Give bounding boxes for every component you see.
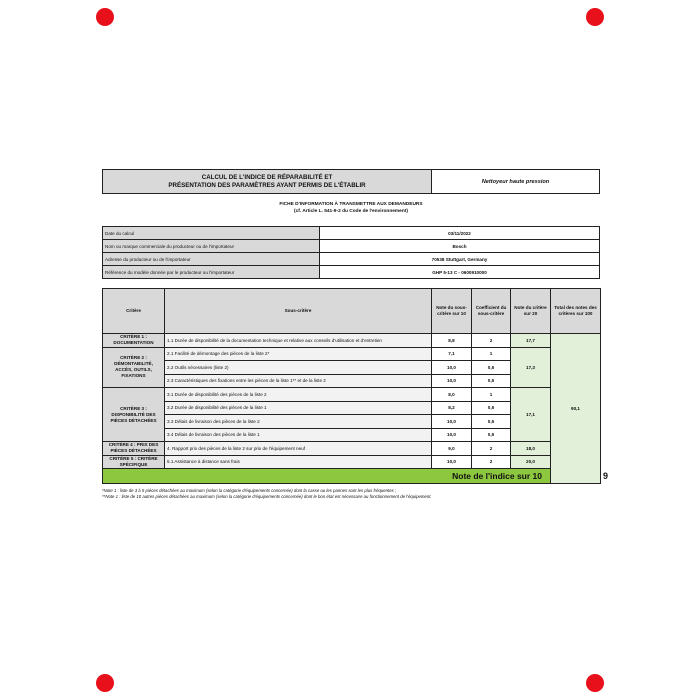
info-label: Nom ou marque commerciale du producteur ou de l'importateur — [103, 240, 320, 253]
footnotes — [102, 488, 600, 500]
info-label: Référence du modèle donnée par le producteur ou l'importateur — [103, 266, 320, 279]
fiche-heading — [102, 202, 600, 215]
total-score: 90,1 — [551, 334, 601, 484]
info-table — [102, 226, 600, 279]
criterion-note: 20,0 — [511, 455, 551, 469]
table-header-row — [103, 289, 601, 334]
col-note10: Note du sous-critère sur 10 — [432, 289, 472, 334]
info-value: GHP 5-13 C - 0600910000 — [320, 266, 600, 279]
info-value: 03/11/2022 — [320, 227, 600, 240]
subcriterion-label: 2.3 Caractéristiques des fixations entre les pièces de la liste 1** et de la liste 2 — [165, 374, 432, 388]
subcriterion-note: 10,0 — [432, 374, 472, 388]
subcriterion-coef: 0,5 — [472, 401, 511, 415]
table-row — [103, 455, 601, 469]
subcriterion-label: 2.1 Facilité de démontage des pièces de la liste 2* — [165, 347, 432, 361]
corner-marker — [586, 674, 604, 692]
info-label: Adresse du producteur ou de l'importateur — [103, 253, 320, 266]
col-subcriteria: Sous-critère — [165, 289, 432, 334]
repairability-sheet — [102, 169, 609, 500]
info-row — [103, 227, 600, 240]
subcriterion-note: 7,1 — [432, 347, 472, 361]
subcriterion-label: 3.3 Délais de livraison des pièces de la liste 2 — [165, 415, 432, 429]
subcriterion-coef: 0,5 — [472, 428, 511, 442]
criterion-name: CRITÈRE 1 : DOCUMENTATION — [103, 334, 165, 348]
final-score-row: Note de l'indice sur 10 9 — [103, 469, 601, 484]
info-label: Date du calcul — [103, 227, 320, 240]
subcriterion-label: 3.1 Durée de disponibilité des pièces de la liste 2 — [165, 388, 432, 402]
subcriterion-coef: 2 — [472, 442, 511, 456]
subcriterion-label: 3.2 Durée de disponibilité des pièces de la liste 1 — [165, 401, 432, 415]
title-line-2: PRÉSENTATION DES PARAMÈTRES AYANT PERMIS DE L'ÉTABLIR — [168, 181, 366, 189]
product-type: Nettoyeur haute pression — [481, 178, 550, 185]
criterion-note: 18,0 — [511, 442, 551, 456]
subcriterion-note: 8,8 — [432, 334, 472, 348]
sheet-title — [103, 170, 432, 193]
col-total: Total des notes des critères sur 100 — [551, 289, 601, 334]
subcriterion-note: 8,2 — [432, 401, 472, 415]
col-note20: Note du critère sur 20 — [511, 289, 551, 334]
fiche-line-1: FICHE D'INFORMATION À TRANSMETTRE AUX DEMANDEURS — [279, 202, 423, 207]
table-row — [103, 442, 601, 456]
title-line-1: CALCUL DE L'INDICE DE RÉPARABILITÉ ET — [201, 173, 333, 181]
subcriterion-label: 5.1 Assistance à distance sans frais — [165, 455, 432, 469]
final-score-label: Note de l'indice sur 10 — [103, 469, 551, 484]
corner-marker — [96, 8, 114, 26]
fiche-line-2: (cf. Article L. 541-9-2 du Code de l'environnement) — [294, 208, 408, 214]
criterion-name: CRITÈRE 5 : CRITÈRE SPÉCIFIQUE — [103, 455, 165, 469]
subcriterion-note: 10,0 — [432, 415, 472, 429]
subcriterion-coef: 0,5 — [472, 415, 511, 429]
subcriterion-coef: 2 — [472, 455, 511, 469]
criterion-name: CRITÈRE 3 : DISPONIBILITÉ DES PIÈCES DÉTACHÉES — [103, 388, 165, 442]
info-value: 70538 Stuttgart, Germany — [320, 253, 600, 266]
criteria-table — [102, 288, 609, 484]
subcriterion-coef: 2 — [472, 334, 511, 348]
corner-marker — [586, 8, 604, 26]
criterion-note: 17,3 — [511, 347, 551, 388]
subcriterion-note: 10,0 — [432, 361, 472, 375]
info-row — [103, 253, 600, 266]
criterion-name: CRITÈRE 2 : DÉMONTABILITÉ, ACCÈS, OUTILS, FIXATIONS — [103, 347, 165, 388]
subcriterion-label: 3.4 Délais de livraison des pièces de la liste 1 — [165, 428, 432, 442]
footnote-2: **Note 1 : liste de 10 autres pièces détachées au maximum (selon la catégorie d'équipements concernée) dont le bon état est nécessaire au fonctionnement de l'équipement. — [102, 494, 432, 499]
col-coef: Coefficient du sous-critère — [472, 289, 511, 334]
criterion-name: CRITÈRE 4 : PRIX DES PIÈCES DÉTACHÉES — [103, 442, 165, 456]
info-row — [103, 240, 600, 253]
sheet-header — [102, 169, 600, 194]
criterion-note: 17,7 — [511, 334, 551, 348]
subcriterion-coef: 0,5 — [472, 361, 511, 375]
table-row — [103, 347, 601, 361]
footnote-1: *Note 1 : liste de 3 à 5 pièces détachées au maximum (selon la catégorie d'équipements concernée) dont la casse ou les pannes sont les plus fréquentes ; — [102, 488, 397, 493]
subcriterion-note: 9,0 — [432, 442, 472, 456]
info-value: Bosch — [320, 240, 600, 253]
subcriterion-label: 4. Rapport prix des pièces de la liste 2 sur prix de l'équipement neuf — [165, 442, 432, 456]
corner-marker — [96, 674, 114, 692]
subcriterion-note: 10,0 — [432, 455, 472, 469]
col-criteria: Critère — [103, 289, 165, 334]
criterion-note: 17,1 — [511, 388, 551, 442]
table-row — [103, 334, 601, 348]
table-row — [103, 388, 601, 402]
subcriterion-label: 2.2 Outils nécessaires (liste 2) — [165, 361, 432, 375]
info-row — [103, 266, 600, 279]
subcriterion-note: 10,0 — [432, 428, 472, 442]
subcriterion-coef: 0,5 — [472, 374, 511, 388]
subcriterion-note: 8,0 — [432, 388, 472, 402]
subcriterion-coef: 1 — [472, 388, 511, 402]
subcriterion-label: 1.1 Durée de disponibilité de la documentation technique et relative aux conseils d'utilisation et d'entretien — [165, 334, 432, 348]
subcriterion-coef: 1 — [472, 347, 511, 361]
